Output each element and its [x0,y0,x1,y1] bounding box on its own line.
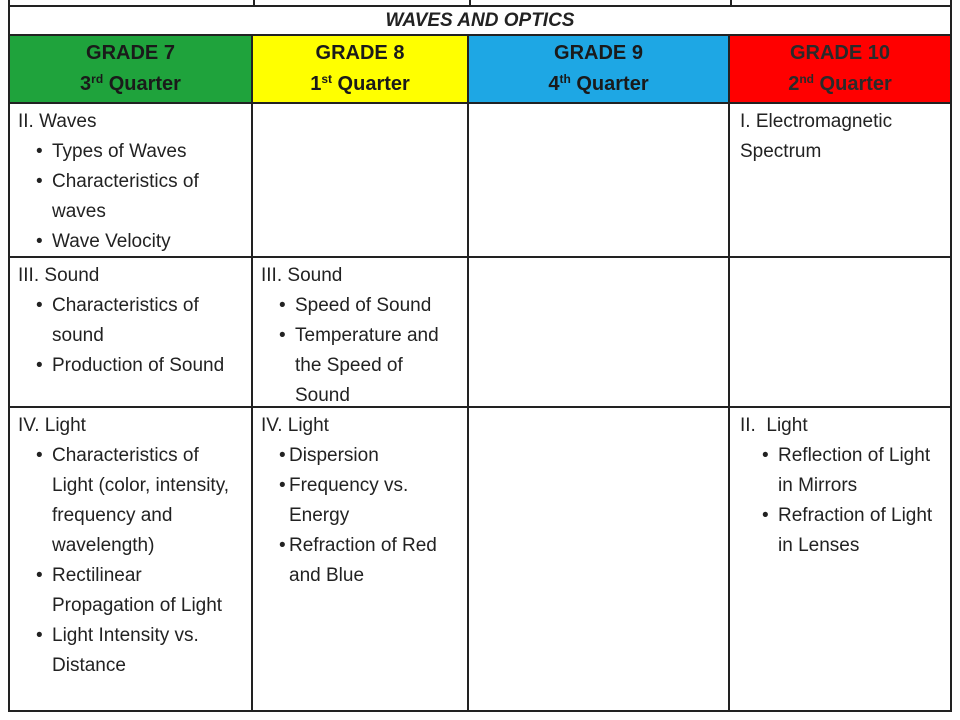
list-item: • Frequency vs. Energy [279,471,459,531]
header-quarter-label [548,69,648,100]
header-grade-8 [253,36,469,102]
table-title-text: WAVES AND OPTICS [385,9,575,31]
subtopic-list [261,291,459,406]
quarter-suffix: th [559,72,571,86]
list-item: • Characteristics of waves [36,167,243,227]
topic-heading: I. Electromagnetic Spectrum [740,111,893,162]
table-row-waves [10,104,950,258]
header-grade-7 [10,36,253,102]
cell-grade-7 [10,258,253,406]
quarter-suffix: rd [91,72,104,86]
table-row-sound [10,258,950,408]
header-grade-10 [730,36,950,102]
cell-grade-7 [10,408,253,710]
quarter-word: Quarter [108,73,181,95]
quarter-suffix: st [321,72,332,86]
grade-header-row [10,36,950,104]
cell-grade-10 [730,104,950,256]
cell-grade-9 [469,104,730,256]
list-item: • Characteristics of Light (color, intensity, frequency and wavelength) [36,441,243,561]
header-grade-label: GRADE 10 [789,42,891,64]
header-grade-label: GRADE 9 [554,42,643,64]
table-title [10,7,950,36]
header-grade-label: GRADE 8 [315,42,405,64]
subtopic-list [18,291,243,381]
list-item: • Reflection of Light in Mirrors [762,441,942,501]
topic-heading: IV. Light [18,415,86,436]
curriculum-table [8,0,952,712]
list-item: • Light Intensity vs. Distance [36,621,243,681]
column-divider [730,0,732,5]
list-item: • Rectilinear Propagation of Light [36,561,243,621]
table-top-border [10,0,950,7]
table-row-light [10,408,950,710]
list-item: • Speed of Sound [279,291,459,321]
list-item: • Dispersion [279,441,459,471]
cell-grade-8 [253,104,469,256]
list-item: • Types of Waves [36,137,243,167]
subtopic-list [18,441,243,681]
list-item: • Production of Sound [36,351,243,381]
topic-heading: II. Waves [18,111,97,132]
cell-grade-8 [253,408,469,710]
header-grade-label: GRADE 7 [86,42,175,64]
cell-grade-9 [469,408,730,710]
quarter-number: 3 [80,73,92,95]
topic-heading: III. Sound [261,265,343,286]
quarter-word: Quarter [819,73,892,95]
cell-grade-10 [730,408,950,710]
subtopic-list [18,137,243,256]
quarter-suffix: nd [799,72,814,86]
quarter-number: 4 [548,73,560,95]
quarter-number: 2 [788,73,800,95]
list-item: • Temperature and the Speed of Sound [279,321,459,406]
cell-grade-9 [469,258,730,406]
cell-grade-7 [10,104,253,256]
quarter-number: 1 [310,73,322,95]
subtopic-list [740,441,942,561]
list-item: • Refraction of Red and Blue [279,531,459,591]
list-item: • Refraction of Light in Lenses [762,501,942,561]
column-divider [469,0,471,5]
cell-grade-8 [253,258,469,406]
header-quarter-label [788,69,892,100]
list-item: • Characteristics of sound [36,291,243,351]
topic-heading: II. Light [740,415,808,436]
quarter-word: Quarter [337,73,410,95]
cell-grade-10 [730,258,950,406]
header-quarter-label [80,69,181,100]
header-grade-9 [469,36,730,102]
topic-heading: III. Sound [18,265,100,286]
quarter-word: Quarter [576,73,649,95]
list-item: • Wave Velocity [36,227,243,256]
subtopic-list [261,441,459,591]
header-quarter-label [310,69,410,100]
column-divider [253,0,255,5]
topic-heading: IV. Light [261,415,329,436]
